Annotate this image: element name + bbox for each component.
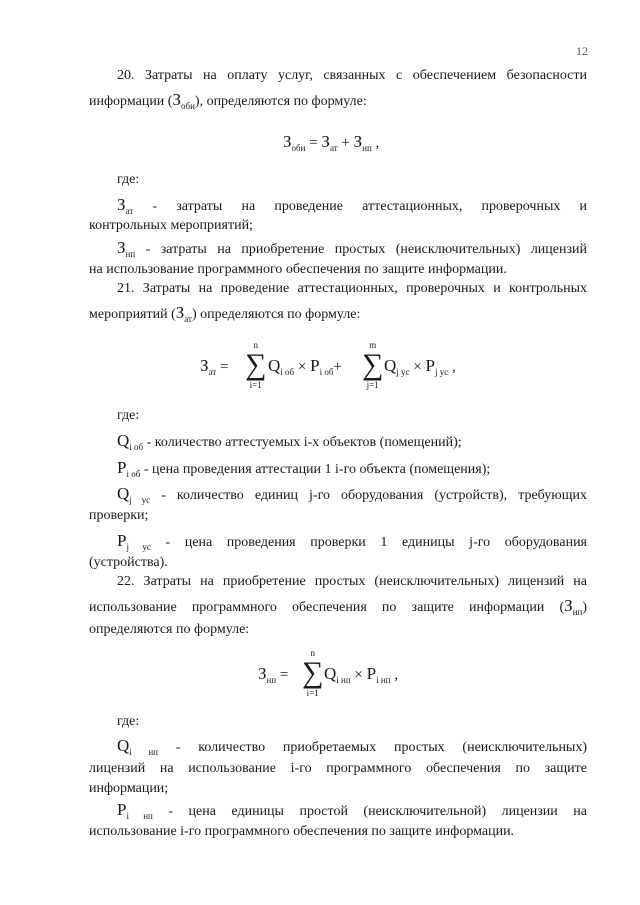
paragraph-22-line3: определяются по формуле: <box>89 622 250 637</box>
sum-sign-2: m ∑ j=1 <box>362 340 384 390</box>
sum-sign-3: n ∑ i=1 <box>302 648 324 698</box>
definition-q-np-cont1: лицензий на использование i-го программного обеспечения по защите <box>89 761 587 776</box>
paragraph-22-line1: 22. Затраты на приобретение простых (неисключительных) лицензий на <box>117 574 587 589</box>
paragraph-21-line1: 21. Затраты на проведение аттестационных, проверочных и контрольных <box>117 281 587 296</box>
definition-z-np-cont: на использование программного обеспечения по защите информации. <box>89 262 507 277</box>
sum-sign-1: n ∑ i=1 <box>245 340 267 390</box>
definition-p-us: $P_{j ус}$ - цена проведения проверки 1 единицы j-го оборудования <box>117 531 588 552</box>
paragraph-20-line2: информации $(З_{оби})$, определяются по формуле: <box>89 90 367 111</box>
definition-q-np-cont2: информации; <box>89 781 169 796</box>
definition-p-np-cont: использование i-го программного обеспечения по защите информации. <box>89 824 515 839</box>
where-label-1: где: <box>117 172 140 187</box>
where-label-2: где: <box>117 408 140 423</box>
paragraph-20-line1: 20. Затраты на оплату услуг, связанных с обеспечением безопасности <box>117 68 587 83</box>
formula-1: $З_{оби} = З_{ат} + З_{нп}$ , <box>283 132 380 153</box>
definition-p-ob: $P_{i об}$ - цена проведения аттестации 1 i-го объекта (помещения); <box>117 458 491 479</box>
definition-p-us-cont: (устройства). <box>89 555 168 570</box>
page-number: 12 <box>576 44 588 58</box>
definition-p-np: $P_{i нп}$ - цена единицы простой (неисключительной) лицензии на <box>117 800 587 821</box>
definition-z-np: $З_{нп}$ - затраты на приобретение простых (неисключительных) лицензий <box>117 238 588 259</box>
paragraph-22-line2: использование программного обеспечения по защите информации $(З_{нп})$ <box>89 596 587 617</box>
definition-q-np: $Q_{i нп}$ - количество приобретаемых простых (неисключительных) <box>117 736 588 757</box>
paragraph-21-line2: мероприятий $(З_{ат})$ определяются по формуле: <box>89 303 361 324</box>
definition-q-us-cont: проверки; <box>89 508 149 523</box>
definition-q-ob: $Q_{i об}$ - количество аттестуемых i-х объектов (помещений); <box>117 431 462 452</box>
definition-z-at-cont: контрольных мероприятий; <box>89 218 253 233</box>
where-label-3: где: <box>117 714 140 729</box>
definition-q-us: $Q_{j ус}$ - количество единиц j-го оборудования (устройств), требующих <box>117 484 588 505</box>
definition-z-at: $З_{ат}$ - затраты на проведение аттестационных, проверочных и <box>117 195 588 216</box>
